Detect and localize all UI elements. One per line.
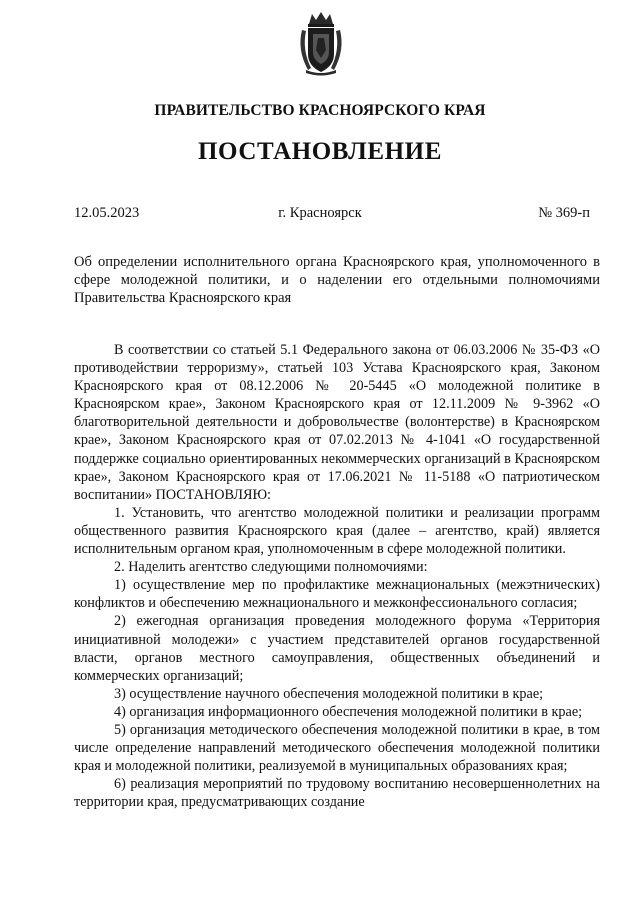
document-date: 12.05.2023	[74, 205, 140, 221]
clause-1-paragraph: 1. Установить, что агентство молодежной политики и реализации программ общественного развития Красноярского края (далее – агентство, край) является исполнительным органом края, уполномоченным в сфере молодежной политики.	[74, 504, 600, 558]
document-number: № 369-п	[538, 205, 590, 221]
power-3-paragraph: 3) осуществление научного обеспечения молодежной политики в крае;	[114, 685, 544, 702]
power-4-paragraph: 4) организация информационного обеспечения молодежной политики в крае;	[114, 703, 583, 720]
power-1-paragraph: 1) осуществление мер по профилактике межнациональных (межэтнических) конфликтов и обеспечению межнационального и межконфессионального согласия;	[74, 577, 600, 612]
document-type-title: ПОСТАНОВЛЕНИЕ	[197, 138, 443, 165]
power-2-paragraph: 2) ежегодная организация проведения молодежного форума «Территория инициативной молодежи» с участием представителей органов государственной власти, органов местного самоуправления, общественных объединений и коммерческих организаций;	[74, 613, 600, 684]
clause-2-paragraph: 2. Наделить агентство следующими полномочиями:	[114, 559, 428, 576]
document-body	[74, 341, 600, 811]
document-subject: Об определении исполнительного органа Красноярского края, уполномоченного в сфере молодежной политики, и о наделении его отдельными полномочиями Правительства Красноярского края	[74, 254, 600, 307]
power-5-paragraph: 5) организация методического обеспечения молодежной политики в крае, в том числе определение направлений методического обеспечения молодежной политики края и молодежной политики, реализуемой в муниципальных образованиях края;	[74, 721, 600, 775]
coat-of-arms-icon	[296, 10, 346, 76]
government-name: ПРАВИТЕЛЬСТВО КРАСНОЯРСКОГО КРАЯ	[154, 102, 486, 119]
preamble-paragraph: В соответствии со статьей 5.1 Федерального закона от 06.03.2006 № 35-ФЗ «О противодействии терроризму», статьей 103 Устава Красноярского края, Законом Красноярского края от 08.12.2006 № 20-5445 «О молодежной политике в Красноярском крае», Законом Красноярского края от 12.11.2009 № 9-3962 «О благотворительной деятельности и добровольчестве (волонтерстве) в Красноярском крае», Законом Красноярского края от 07.02.2013 № 4-1041 «О государственной поддержке социально ориентированных некоммерческих организаций в Красноярском крае», Законом Красноярского края от 17.06.2021 № 11-5188 «О патриотическом воспитании» ПОСТАНОВЛЯЮ:	[74, 342, 600, 503]
power-6-paragraph: 6) реализация мероприятий по трудовому воспитанию несовершеннолетних на территории края, предусматривающих создание	[74, 776, 600, 811]
document-city: г. Красноярск	[278, 205, 362, 221]
